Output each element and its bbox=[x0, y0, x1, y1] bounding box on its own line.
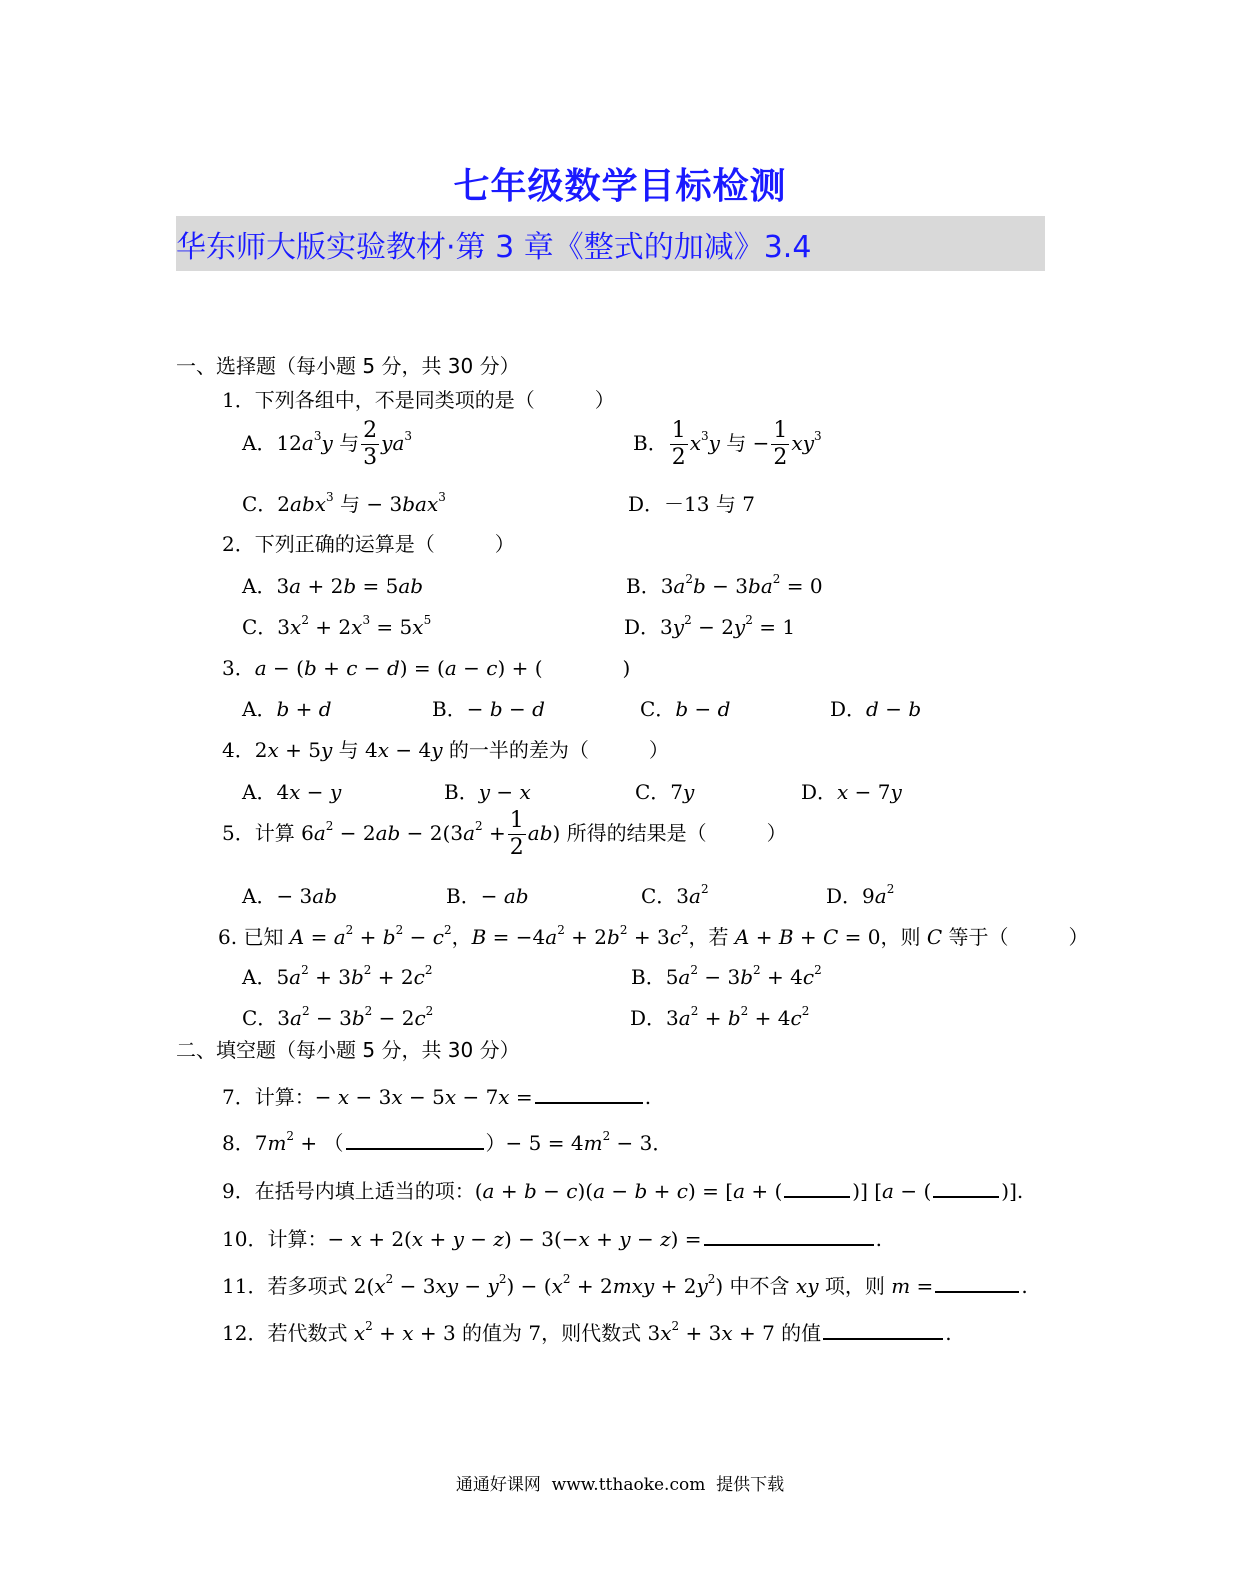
question-5-stem: 5．计算 $6a^2 - 2ab - 2(3a^2$ + $\frac{1}{2}$ ab) 所得的结果是（ ） bbox=[222, 808, 787, 860]
question-4-stem: 4．2x + 5y 与 4x − 4y 的一半的差为（ ） bbox=[222, 738, 669, 762]
question-4-option-a: A．4x − y bbox=[242, 780, 342, 804]
question-1-stem: 1．下列各组中，不是同类项的是（ ） bbox=[222, 388, 615, 412]
question-11: 11．若多项式 $2(x^2 - 3xy - y^2) - (x^2 + 2mxy + 2y^2)$ 中不含 xy 项，则 m = . bbox=[222, 1272, 1028, 1298]
page-footer: 通通好课网 www.tthaoke.com 提供下载 bbox=[455, 1475, 785, 1495]
answer-blank[interactable] bbox=[535, 1082, 643, 1104]
page-subtitle: 华东师大版实验教材·第 3 章《整式的加减》3.4 bbox=[176, 230, 812, 265]
section-heading-choice: 一、选择题（每小题 5 分，共 30 分） bbox=[176, 354, 520, 378]
section-heading-fill: 二、填空题（每小题 5 分，共 30 分） bbox=[176, 1038, 520, 1062]
question-6-option-c: C．$3a^2 - 3b^2 - 2c^2$ bbox=[242, 1004, 434, 1030]
question-3-option-d: D．d − b bbox=[830, 697, 922, 721]
question-5-option-a: A．− 3ab bbox=[242, 884, 338, 908]
question-1-option-a: A．$12a^3y$ 与 $\frac{2}{3}$ $ya^3$ bbox=[242, 418, 413, 470]
question-2-option-c: C．$3x^2 + 2x^3 = 5x^5$ bbox=[242, 613, 432, 639]
question-2-stem: 2．下列正确的运算是（ ） bbox=[222, 532, 515, 556]
question-5-option-c: C．$3a^2$ bbox=[641, 882, 709, 908]
question-2-option-d: D．$3y^2 - 2y^2 = 1$ bbox=[624, 613, 796, 639]
answer-blank[interactable] bbox=[933, 1176, 999, 1198]
question-3-option-c: C．b − d bbox=[640, 697, 731, 721]
question-4-option-d: D．x − 7y bbox=[801, 780, 902, 804]
answer-blank[interactable] bbox=[346, 1128, 484, 1150]
question-6-stem: 6. 已知 $A = a^2 + b^2 - c^2$，$B = -4a^2 + 2b^2 + 3c^2$，若 A + B + C = 0，则 C 等于（ ） bbox=[218, 923, 1089, 949]
question-5-option-b: B．− ab bbox=[446, 884, 529, 908]
question-7: 7．计算：− x − 3x − 5x − 7x = . bbox=[222, 1081, 651, 1110]
answer-blank[interactable] bbox=[704, 1224, 874, 1246]
question-12: 12．若代数式 $x^2 + x + 3$ 的值为 7，则代数式 $3x^2 + 3x + 7$ 的值 . bbox=[222, 1319, 952, 1345]
question-1-option-b: B． $\frac{1}{2}$ $x^3y$ 与 − $\frac{1}{2}$ $xy^3$ bbox=[633, 418, 822, 470]
question-10: 10．计算：− x + 2(x + y − z) − 3(−x + y − z) = . bbox=[222, 1223, 882, 1252]
answer-blank[interactable] bbox=[935, 1271, 1019, 1293]
question-3-option-a: A．b + d bbox=[242, 697, 332, 721]
question-1-option-d: D．－13 与 7 bbox=[628, 492, 755, 516]
answer-blank[interactable] bbox=[823, 1318, 943, 1340]
question-4-option-b: B．y − x bbox=[444, 780, 531, 804]
question-6-option-d: D．$3a^2 + b^2 + 4c^2$ bbox=[630, 1004, 810, 1030]
question-5-option-d: D．$9a^2$ bbox=[826, 882, 895, 908]
question-8: 8．$7m^2$ + （ ）− $5 = 4m^2 - 3$． bbox=[222, 1129, 673, 1155]
question-6-option-b: B．$5a^2 - 3b^2 + 4c^2$ bbox=[631, 963, 822, 989]
question-9: 9．在括号内填上适当的项：(a + b − c)(a − b + c) = [a + ( )] [a − ( )]. bbox=[222, 1175, 1023, 1204]
page-title: 七年级数学目标检测 bbox=[453, 165, 787, 207]
question-4-option-c: C．7y bbox=[635, 780, 695, 804]
question-2-option-b: B．$3a^2b - 3ba^2 = 0$ bbox=[626, 572, 823, 598]
question-1-option-c: C．2abx$^3$ 与 − 3bax$^3$ bbox=[242, 490, 446, 516]
question-3-option-b: B．− b − d bbox=[432, 697, 545, 721]
question-6-option-a: A．$5a^2 + 3b^2 + 2c^2$ bbox=[242, 963, 433, 989]
question-3-stem: 3．a − (b + c − d) = (a − c) + ( ) bbox=[222, 656, 631, 680]
question-2-option-a: A．3a + 2b = 5ab bbox=[242, 574, 424, 598]
answer-blank[interactable] bbox=[784, 1176, 850, 1198]
